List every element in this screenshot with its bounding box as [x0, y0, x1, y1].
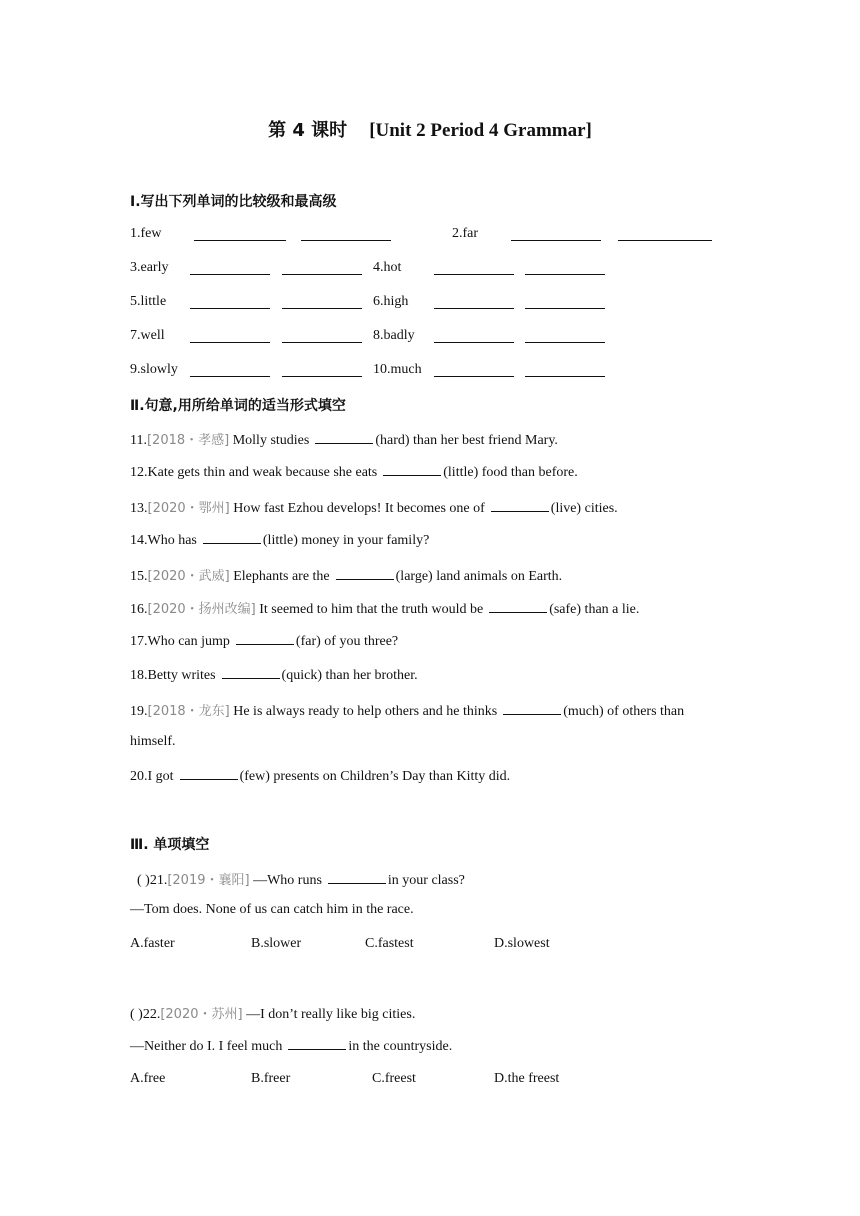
option-a[interactable]: A.free: [130, 1071, 166, 1086]
answer-blank[interactable]: [328, 871, 386, 884]
answer-blank[interactable]: [222, 666, 280, 679]
question-22-answer-line: [130, 1037, 452, 1055]
question-number: 11.: [130, 433, 147, 448]
option-d[interactable]: D.the freest: [494, 1071, 560, 1086]
question-text: It seemed to him that the truth would be: [255, 602, 484, 617]
answer-blank[interactable]: [190, 274, 270, 275]
answer-blank[interactable]: [618, 240, 712, 241]
question-number: 20.: [130, 769, 148, 784]
question-15: [130, 565, 562, 585]
question-text: Kate gets thin and weak because she eats: [147, 465, 378, 480]
answer-blank[interactable]: [511, 240, 601, 241]
answer-blank[interactable]: [315, 431, 373, 444]
question-text: How fast Ezhou develops! It becomes one of: [229, 501, 485, 516]
question-number: 17.: [130, 634, 148, 649]
word-item: 4.hot: [373, 260, 402, 275]
answer-blank[interactable]: [301, 240, 391, 241]
answer-blank[interactable]: [525, 342, 605, 343]
section-1-heading: Ⅰ.写出下列单词的比较级和最高级: [130, 194, 337, 210]
answer-blank[interactable]: [282, 342, 362, 343]
section-3-heading: Ⅲ. 单项填空: [130, 837, 210, 853]
question-text: —I don’t really like big cities.: [242, 1007, 416, 1022]
page-title: [0, 116, 860, 142]
question-source: [2019・襄阳]: [167, 873, 250, 888]
title-chinese: 第 4 课时: [268, 120, 348, 141]
answer-bracket[interactable]: ( ): [137, 873, 150, 888]
question-21-answer-line: —Tom does. None of us can catch him in the race.: [130, 902, 414, 917]
option-b[interactable]: B.slower: [251, 936, 302, 951]
question-13: [130, 497, 618, 517]
question-11: [130, 429, 558, 449]
question-14: [130, 531, 429, 549]
option-b[interactable]: B.freer: [251, 1071, 291, 1086]
answer-blank[interactable]: [525, 308, 605, 309]
answer-blank[interactable]: [491, 499, 549, 512]
answer-blank[interactable]: [194, 240, 286, 241]
answer-blank[interactable]: [288, 1037, 346, 1050]
answer-blank[interactable]: [203, 531, 261, 544]
title-english: [Unit 2 Period 4 Grammar]: [369, 120, 592, 141]
question-21: [137, 869, 465, 889]
question-text: (few) presents on Children’s Day than Kitty did.: [239, 769, 511, 784]
question-text: —Neither do I. I feel much: [130, 1039, 283, 1054]
question-text: in your class?: [387, 873, 465, 888]
option-c[interactable]: C.fastest: [365, 936, 414, 951]
question-number: 12.: [130, 465, 148, 480]
answer-blank[interactable]: [434, 308, 514, 309]
word-item: 2.far: [452, 226, 479, 241]
question-19: [130, 700, 684, 720]
question-19-continuation: himself.: [130, 734, 176, 749]
question-text: (little) money in your family?: [262, 533, 430, 548]
answer-blank[interactable]: [180, 767, 238, 780]
word-item: 5.little: [130, 294, 167, 309]
word-item: 6.high: [373, 294, 409, 309]
answer-blank[interactable]: [190, 342, 270, 343]
question-22: [130, 1003, 415, 1023]
question-text: (large) land animals on Earth.: [395, 569, 563, 584]
word-item: 10.much: [373, 362, 422, 377]
answer-bracket[interactable]: ( ): [130, 1007, 143, 1022]
question-source: [2018・孝感]: [146, 433, 230, 448]
question-18: [130, 666, 418, 684]
question-number: 19.: [130, 704, 148, 719]
question-text: Who can jump: [147, 634, 230, 649]
question-20: [130, 767, 510, 785]
answer-blank[interactable]: [282, 308, 362, 309]
question-12: [130, 463, 578, 481]
question-source: [2020・武威]: [147, 569, 230, 584]
question-number: 15.: [130, 569, 148, 584]
option-c[interactable]: C.freest: [372, 1071, 416, 1086]
answer-blank[interactable]: [190, 308, 270, 309]
question-source: [2020・苏州]: [160, 1007, 243, 1022]
question-source: [2020・鄂州]: [147, 501, 230, 516]
question-number: 16.: [130, 602, 148, 617]
word-item: 8.badly: [373, 328, 415, 343]
question-source: [2018・龙东]: [147, 704, 230, 719]
question-number: 14.: [130, 533, 148, 548]
question-text: in the countryside.: [348, 1039, 453, 1054]
question-text: (much) of others than: [563, 704, 685, 719]
question-17: [130, 632, 398, 650]
option-a[interactable]: A.faster: [130, 936, 175, 951]
answer-blank[interactable]: [434, 342, 514, 343]
option-d[interactable]: D.slowest: [494, 936, 550, 951]
answer-blank[interactable]: [336, 567, 394, 580]
question-number: 21.: [149, 873, 168, 888]
answer-blank[interactable]: [489, 600, 547, 613]
question-text: Elephants are the: [229, 569, 330, 584]
question-text: (far) of you three?: [295, 634, 399, 649]
question-text: Who has: [147, 533, 197, 548]
question-text: I got: [147, 769, 174, 784]
question-number: 13.: [130, 501, 148, 516]
question-text: (quick) than her brother.: [281, 668, 418, 683]
word-item: 7.well: [130, 328, 165, 343]
answer-blank[interactable]: [190, 376, 270, 377]
answer-blank[interactable]: [525, 376, 605, 377]
question-text: He is always ready to help others and he thinks: [229, 704, 498, 719]
answer-blank[interactable]: [503, 702, 561, 715]
question-text: (little) food than before.: [443, 465, 578, 480]
question-text: (hard) than her best friend Mary.: [375, 433, 558, 448]
word-item: 3.early: [130, 260, 169, 275]
answer-blank[interactable]: [236, 632, 294, 645]
question-text: (safe) than a lie.: [549, 602, 640, 617]
question-text: Molly studies: [229, 433, 310, 448]
answer-blank[interactable]: [525, 274, 605, 275]
section-2-heading: Ⅱ.句意,用所给单词的适当形式填空: [130, 398, 346, 414]
question-number: 22.: [142, 1007, 161, 1022]
word-item: 9.slowly: [130, 362, 178, 377]
answer-blank[interactable]: [282, 274, 362, 275]
answer-blank[interactable]: [434, 274, 514, 275]
question-16: [130, 598, 639, 618]
question-text: (live) cities.: [550, 501, 618, 516]
word-item: 1.few: [130, 226, 162, 241]
answer-blank[interactable]: [383, 463, 441, 476]
answer-blank[interactable]: [434, 376, 514, 377]
question-text: Betty writes: [147, 668, 216, 683]
question-text: —Who runs: [249, 873, 322, 888]
question-number: 18.: [130, 668, 148, 683]
answer-blank[interactable]: [282, 376, 362, 377]
question-source: [2020・扬州改编]: [147, 602, 256, 617]
